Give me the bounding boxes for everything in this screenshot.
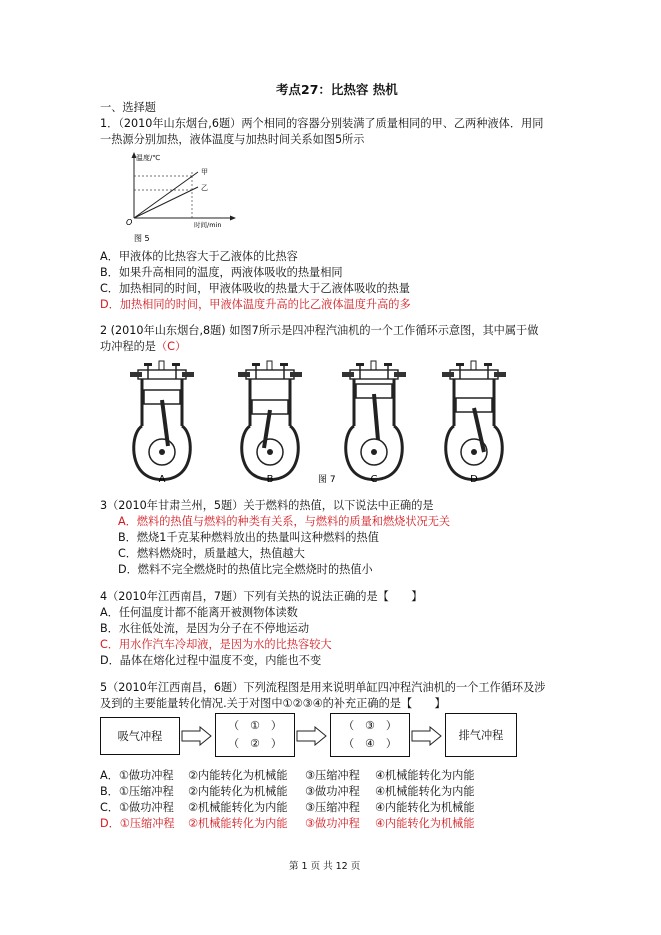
- flow-box-2-bottom: （ ② ）: [228, 737, 282, 750]
- q5-option-a-4: ④机械能转化为内能: [375, 769, 475, 782]
- flow-box-2: [215, 713, 295, 757]
- q3-option-b: B．燃烧1千克某种燃料放出的热量叫这种燃料的热值: [118, 531, 379, 544]
- page-footer: 第 1 页 共 12 页: [289, 861, 361, 872]
- graph-series-a-label: 甲: [201, 168, 208, 176]
- q3-option-a: A．燃料的热值与燃料的种类有关系，与燃料的质量和燃烧状况无关: [118, 515, 451, 528]
- flow-arrow-1: [181, 726, 213, 746]
- q5-option-d-1: D．①压缩冲程: [100, 817, 175, 830]
- q5-option-a-3: ③压缩冲程: [305, 769, 360, 782]
- graph-caption: 图 5: [134, 234, 150, 243]
- q4-stem: 4（2010年江西南昌，7题）下列有关热的说法正确的是【 】: [100, 590, 423, 603]
- flow-arrow-2: [296, 726, 328, 746]
- q1-option-b: B．如果升高相同的温度，两液体吸收的热量相同: [100, 266, 343, 279]
- q1-temperature-graph: [120, 150, 250, 245]
- q1-stem-line2: 一热源分别加热，液体温度与加热时间关系如图5所示: [100, 133, 365, 146]
- flow-box-exhaust-label: 排气冲程: [458, 729, 504, 742]
- q1-option-d: D．加热相同的时间，甲液体温度升高的比乙液体温度升高的多: [100, 298, 411, 311]
- q2-engine-strokes-figure: [118, 360, 550, 485]
- graph-xlabel: 时间/min: [194, 221, 222, 229]
- q3-stem: 3（2010年甘肃兰州，5题）关于燃料的热值，以下说法中正确的是: [100, 499, 434, 512]
- q3-option-c: C．燃料燃烧时，质量越大，热值越大: [118, 547, 305, 560]
- flow-box-intake-label: 吸气冲程: [117, 730, 163, 743]
- graph-ylabel: 温度/℃: [136, 154, 161, 162]
- q5-option-c-2: ②机械能转化为内能: [188, 801, 288, 814]
- q5-option-b-2: ②内能转化为机械能: [188, 785, 288, 798]
- flow-box-3-bottom: （ ④ ）: [343, 737, 397, 750]
- q2-stem-line1: 2 (2010年山东烟台,8题) 如图7所示是四冲程汽油机的一个工作循环示意图，其中属于做: [100, 324, 539, 337]
- q5-option-c-4: ④内能转化为机械能: [375, 801, 475, 814]
- q5-option-d-2: ②机械能转化为内能: [188, 817, 288, 830]
- q5-option-c-3: ③压缩冲程: [305, 801, 360, 814]
- flow-arrow-3: [411, 726, 443, 746]
- flow-box-exhaust: [445, 713, 517, 757]
- q5-stem-line1: 5（2010年江西南昌，6题）下列流程图是用来说明单缸四冲程汽油机的一个工作循环及涉: [100, 681, 546, 694]
- flow-box-2-top: （ ① ）: [228, 719, 282, 732]
- q4-option-c: C．用水作汽车冷却液，是因为水的比热容较大: [100, 638, 332, 651]
- q3-option-d: D．燃料不完全燃烧时的热值比完全燃烧时的热值小: [118, 563, 373, 576]
- graph-origin: O: [126, 218, 133, 227]
- section-heading: 一、选择题: [100, 101, 156, 114]
- q2-figure-caption: 图 7: [318, 475, 336, 485]
- q5-option-b-1: B．①压缩冲程: [100, 785, 174, 798]
- series-line-b: [134, 187, 198, 218]
- q5-option-d-3: ③做功冲程: [305, 817, 360, 830]
- q1-option-a: A．甲液体的比热容大于乙液体的比热容: [100, 250, 298, 263]
- engine-label-d: D: [470, 474, 478, 485]
- q5-option-b-4: ④机械能转化为内能: [375, 785, 475, 798]
- q4-option-d: D．晶体在熔化过程中温度不变，内能也不变: [100, 654, 322, 667]
- q1-stem-line1: 1．（2010年山东烟台,6题）两个相同的容器分别装满了质量相同的甲、乙两种液体．用同: [100, 117, 544, 130]
- q4-option-a: A．任何温度计都不能离开被测物体读数: [100, 606, 298, 619]
- q1-option-c: C．加热相同的时间，甲液体吸收的热量大于乙液体吸收的热量: [100, 282, 410, 295]
- flow-box-3-top: （ ③ ）: [343, 719, 397, 732]
- q5-stem-line2: 及到的主要能量转化情况.关于对图中①②③④的补充正确的是【 】: [100, 697, 446, 710]
- q5-option-d-4: ④内能转化为机械能: [375, 817, 475, 830]
- flow-box-intake: [100, 717, 180, 755]
- q5-option-a-1: A．①做功冲程: [100, 769, 174, 782]
- graph-series-b-label: 乙: [201, 184, 208, 192]
- engine-label-b: B: [266, 474, 274, 485]
- q4-option-b: B．水往低处流，是因为分子在不停地运动: [100, 622, 310, 635]
- q2-answer: （C）: [155, 340, 187, 353]
- q2-stem-line2: 功冲程的是（C）: [100, 340, 187, 353]
- q5-option-b-3: ③做功冲程: [305, 785, 360, 798]
- q5-option-a-2: ②内能转化为机械能: [188, 769, 288, 782]
- engine-label-a: A: [158, 474, 166, 485]
- q5-option-c-1: C．①做功冲程: [100, 801, 174, 814]
- series-line-a: [134, 172, 198, 218]
- page-title: 考点27：比热容 热机: [276, 82, 398, 97]
- engine-label-c: C: [370, 474, 378, 485]
- flow-box-3: [330, 713, 410, 757]
